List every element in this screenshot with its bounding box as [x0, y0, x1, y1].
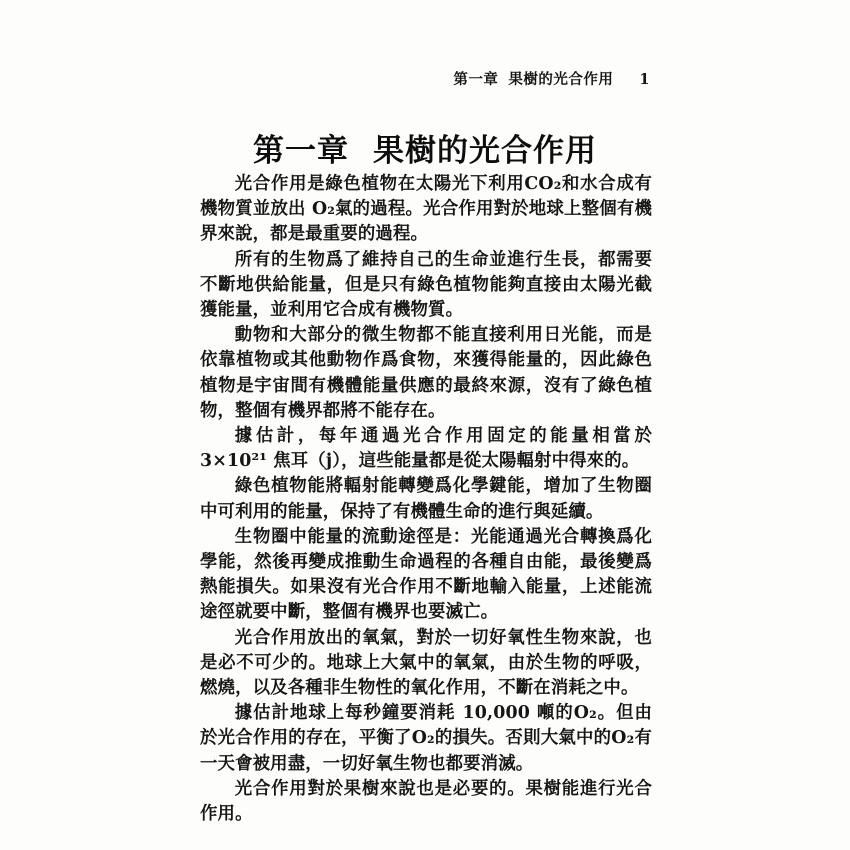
paragraph: 光合作用是綠色植物在太陽光下利用CO₂和水合成有機物質並放出 O₂氣的過程。光合作用對於地球上整個有機界來說，都是最重要的過程。	[200, 174, 652, 245]
chapter-title-text: 果樹的光合作用	[373, 132, 597, 169]
paragraph: 據估計，每年通過光合作用固定的能量相當於3×10²¹ 焦耳（j），這些能量都是從太陽輻射中得來的。	[200, 426, 652, 472]
paragraph: 生物圈中能量的流動途徑是：光能通過光合轉換爲化學能，然後再變成推動生命過程的各種自由能，最後變爲熱能損失。如果沒有光合作用不斷地輸入能量，上述能流途徑就要中斷，整個有機界也要滅亡。	[200, 526, 652, 623]
page-number: 1	[639, 71, 650, 88]
paragraph: 所有的生物爲了維持自己的生命並進行生長，都需要不斷地供給能量，但是只有綠色植物能夠直接由太陽光截獲能量，並利用它合成有機物質。	[200, 249, 652, 321]
paragraph: 據估計地球上每秒鐘要消耗 10,000 噸的O₂。但由於光合作用的存在，平衡了O₂的損失。否則大氣中的O₂有一天會被用盡，一切好氧生物也都要消滅。	[200, 703, 652, 774]
chapter-title	[0, 125, 850, 170]
paragraph: 光合作用放出的氧氣，對於一切好氧性生物來說，也是必不可少的。地球上大氣中的氧氣，由於生物的呼吸，燃燒，以及各種非生物性的氧化作用，不斷在消耗之中。	[200, 627, 652, 699]
running-head-chapter: 第一章	[453, 71, 499, 88]
body-text-block	[200, 172, 652, 827]
paragraph: 光合作用對於果樹來說也是必要的。果樹能進行光合作用。	[200, 778, 652, 825]
chapter-title-number: 第一章	[253, 132, 349, 169]
paragraph: 綠色植物能將輻射能轉變爲化學鍵能，增加了生物圈中可利用的能量，保持了有機體生命的進行與延續。	[200, 476, 652, 522]
running-head-title: 果樹的光合作用	[508, 71, 614, 88]
paragraph: 動物和大部分的微生物都不能直接利用日光能，而是依靠植物或其他動物作爲食物，來獲得能量的，因此綠色植物是宇宙間有機體能量供應的最終來源，沒有了綠色植物，整個有機界都將不能存在。	[200, 325, 652, 421]
running-head	[0, 68, 650, 89]
